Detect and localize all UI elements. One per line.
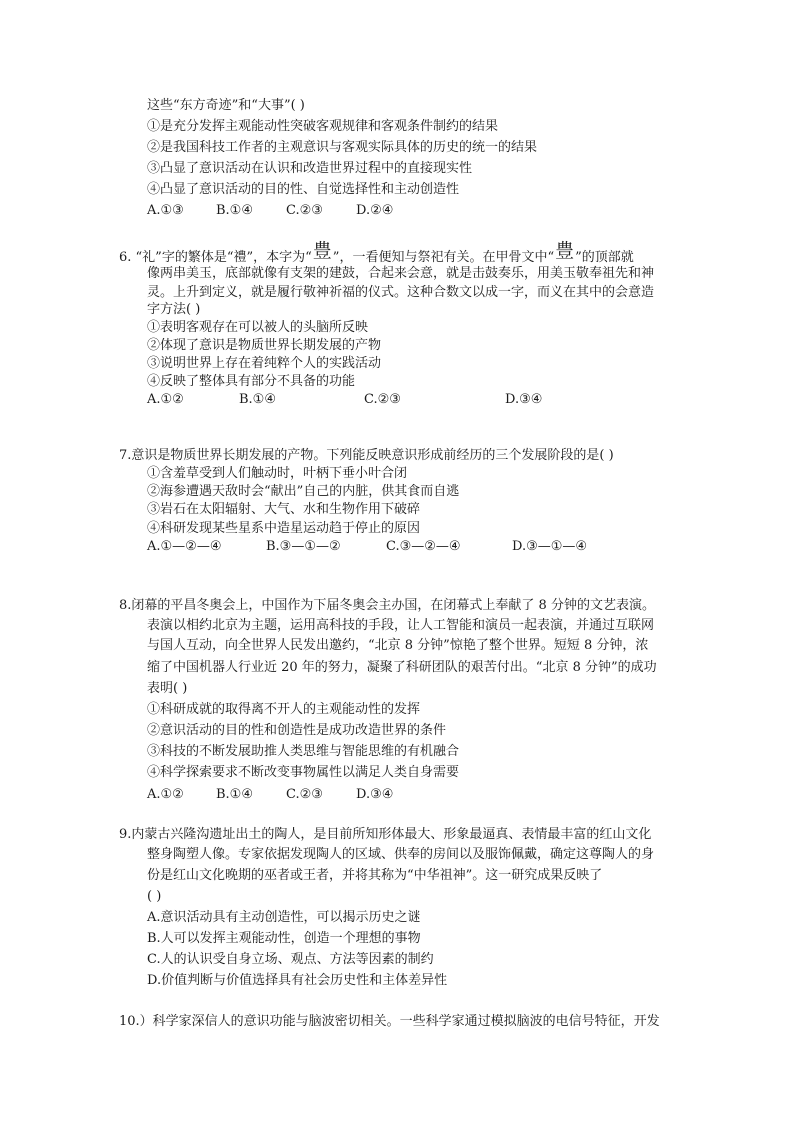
q9-choice-d[interactable]: D.价值判断与价值选择具有社会历史性和主体差异性 (147, 973, 448, 988)
q7-option-d[interactable]: D.③—①—④ (512, 539, 588, 554)
q9-choice-a[interactable]: A.意识活动具有主动创造性，可以揭示历史之谜 (147, 910, 421, 925)
q6-line-1c: ”的顶部就 (575, 250, 634, 265)
q5-option-a[interactable]: A.①③ (147, 203, 184, 218)
q7-item-2: ②海参遭遇天敌时会“献出”自己的内脏，供其食而自逃 (147, 484, 460, 499)
q6-line-4: 字方法( ) (147, 302, 201, 317)
q6-option-b[interactable]: B.①④ (239, 392, 276, 407)
q8-line-1: 8.闭幕的平昌冬奥会上，中国作为下届冬奥会主办国，在闭幕式上奉献了 8 分钟的文艺表演。 (119, 598, 655, 613)
q5-item-2: ②是我国科技工作者的主观意识与客观实际具体的历史的统一的结果 (147, 140, 538, 155)
q6-item-3: ③说明世界上存在着纯粹个人的实践活动 (147, 356, 382, 371)
q8-item-4: ④科学探索要求不断改变事物属性以满足人类自身需要 (147, 765, 460, 780)
q6-line-1a: 6. “礼”字的繁体是“禮”，本字为“ (119, 250, 312, 265)
q5-item-4: ④凸显了意识活动的目的性、自觉选择性和主动创造性 (147, 182, 460, 197)
q7-option-c[interactable]: C.③—②—④ (386, 539, 461, 554)
q6-line-1b: ”，一看便知与祭祀有关。在甲骨文中“ (332, 250, 555, 265)
li-ancient-glyph-2: 豊 (555, 240, 575, 262)
q10-line-1: 10.）科学家深信人的意识功能与脑波密切相关。一些科学家通过模拟脑波的电信号特征，开发 (119, 1014, 660, 1029)
q8-item-3: ③科技的不断发展助推人类思维与智能思维的有机融合 (147, 744, 460, 759)
q8-line-2: 表演以相约北京为主题，运用高科技的手段，让人工智能和演员一起表演，并通过互联网 (147, 618, 655, 633)
q6-item-4: ④反映了整体具有部分不具备的功能 (147, 374, 356, 389)
q5-item-1: ①是充分发挥主观能动性突破客观规律和客观条件制约的结果 (147, 119, 499, 134)
q9-line-3: 份是红山文化晚期的巫者或王者，并将其称为“中华祖神”。这一研究成果反映了 (147, 868, 603, 883)
q8-line-5: 表明( ) (147, 681, 188, 696)
q9-line-1: 9.内蒙古兴隆沟遗址出土的陶人，是目前所知形体最大、形象最逼真、表情最丰富的红山文化 (119, 827, 652, 842)
q7-stem: 7.意识是物质世界长期发展的产物。下列能反映意识形成前经历的三个发展阶段的是( ) (119, 448, 614, 463)
q8-option-d[interactable]: D.③④ (356, 787, 394, 802)
q8-options (147, 786, 393, 804)
q5-option-b[interactable]: B.①④ (216, 203, 253, 218)
q9-choice-c[interactable]: C.人的认识受自身立场、观点、方法等因素的制约 (147, 952, 434, 967)
q9-line-2: 整身陶塑人像。专家依据发现陶人的区域、供奉的房间以及服饰佩戴，确定这尊陶人的身 (147, 847, 655, 862)
q7-options (147, 538, 587, 556)
q8-option-a[interactable]: A.①② (147, 787, 184, 802)
q7-option-b[interactable]: B.③—①—② (266, 539, 341, 554)
q5-option-d[interactable]: D.②④ (356, 203, 394, 218)
q9-choice-b[interactable]: B.人可以发挥主观能动性，创造一个理想的事物 (147, 931, 421, 946)
q6-options (147, 391, 542, 409)
q7-option-a[interactable]: A.①—②—④ (147, 539, 222, 554)
q6-line-1 (119, 240, 634, 267)
q5-item-3: ③凸显了意识活动在认识和改造世界过程中的直接现实性 (147, 161, 473, 176)
q6-line-2: 像两串美玉，底部就像有支架的建鼓，合起来会意，就是击鼓奏乐，用美玉敬奉祖先和神 (147, 266, 655, 281)
q5-option-c[interactable]: C.②③ (286, 203, 323, 218)
q6-item-1: ①表明客观存在可以被人的头脑所反映 (147, 320, 369, 335)
li-ancient-glyph: 豊 (312, 240, 332, 262)
q6-item-2: ②体现了意识是物质世界长期发展的产物 (147, 338, 382, 353)
q9-line-4: ( ) (147, 889, 162, 904)
q8-item-1: ①科研成就的取得离不开人的主观能动性的发挥 (147, 702, 421, 717)
q5-options (147, 202, 393, 220)
q7-item-4: ④科研发现某些星系中造星运动趋于停止的原因 (147, 521, 421, 536)
q5-stem: 这些“东方奇迹”和“大事”( ) (147, 98, 305, 113)
q8-option-b[interactable]: B.①④ (216, 787, 253, 802)
q8-option-c[interactable]: C.②③ (286, 787, 323, 802)
q6-line-3: 灵。上升到定义，就是履行敬神祈福的仪式。这种合数文以成一字，而义在其中的会意造 (147, 285, 655, 300)
q8-line-4: 缩了中国机器人行业近 20 年的努力，凝聚了科研团队的艰苦付出。“北京 8 分钟”的成功 (147, 660, 657, 675)
q8-item-2: ②意识活动的目的性和创造性是成功改造世界的条件 (147, 723, 447, 738)
q6-option-a[interactable]: A.①② (147, 392, 184, 407)
q7-item-1: ①含羞草受到人们触动时，叶柄下垂小叶合闭 (147, 466, 408, 481)
q8-line-3: 与国人互动，向全世界人民发出邀约，“北京 8 分钟”惊艳了整个世界。短短 8 分钟，浓 (147, 638, 649, 653)
q7-item-3: ③岩石在太阳辐射、大气、水和生物作用下破碎 (147, 502, 421, 517)
q6-option-c[interactable]: C.②③ (364, 392, 401, 407)
q6-option-d[interactable]: D.③④ (505, 392, 543, 407)
